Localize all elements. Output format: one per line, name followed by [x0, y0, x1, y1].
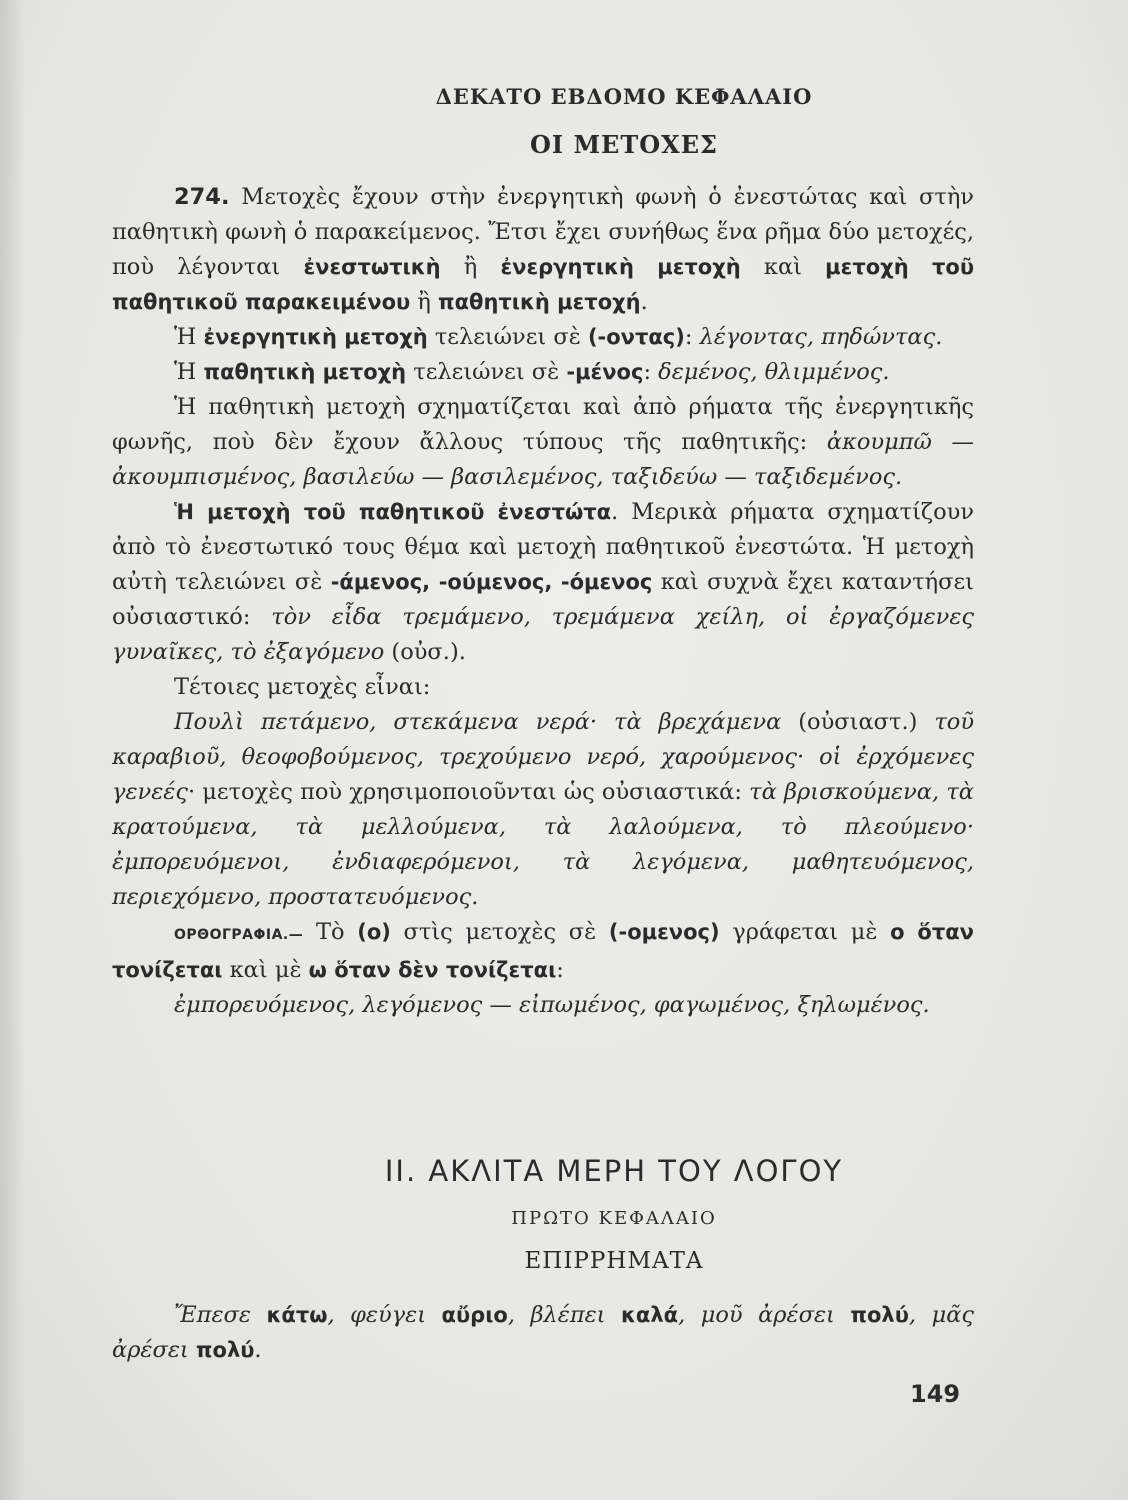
paragraph-adverb-examples: Ἔπεσε κάτω, φεύγει αὔριο, βλέπει καλά, μοῦ ἀρέσει πολύ, μᾶς ἀρέσει πολύ. — [112, 1302, 974, 1363]
paragraph-active-participle: Ἡ ἐνεργητικὴ μετοχὴ τελειώνει σὲ (-οντας): λέγοντας, πηδώντας. — [174, 324, 943, 350]
paragraph-orthography: ΟΡΘΟΓΡΑΦΙΑ.— Τὸ (ο) στὶς μετοχὲς σὲ (-ομενος) γράφεται μὲ ο ὅταν τονίζεται καὶ μὲ ω ὅταν δὲν τονίζεται: — [112, 919, 974, 983]
paragraph-passive-from-active: Ἡ παθητικὴ μετοχὴ σχηματίζεται καὶ ἀπὸ ρήματα τῆς ἐνεργητικῆς φωνῆς, ποὺ δὲν ἔχουν ἄλλους τύπους τῆς παθητικῆς: ἀκουμπῶ — ἀκουμπισμένος, βασιλεύω — βασιλεμένος, ταξιδεύω — ταξιδεμένος. — [112, 394, 974, 490]
paragraph-such-participles: Τέτοιες μετοχὲς εἶναι: — [174, 674, 431, 700]
page-number: 149 — [910, 1380, 961, 1408]
section2-title: ΕΠΙΡΡΗΜΑΤΑ — [524, 1248, 704, 1274]
chapter2-title: ΠΡΩΤΟ ΚΕΦΑΛΑΙΟ — [511, 1208, 717, 1229]
paragraph-examples: Πουλὶ πετάμενο, στεκάμενα νερά· τὰ βρεχάμενα (οὐσιαστ.) τοῦ καραβιοῦ, θεοφοβούμενος, τρεχούμενο νερό, χαρούμενος· οἱ ἐρχόμενες γενεές· μετοχὲς ποὺ χρησιμοποιοῦνται ὡς οὐσιαστικά: τὰ βρισκούμενα, τὰ κρατούμενα, τὰ μελλούμενα, τὰ λαλούμενα, τὸ πλεούμενο· ἐμπορευόμενοι, ἐνδιαφερόμενοι, τὰ λεγόμενα, μαθητευόμενος, περιεχόμενο, προστατευόμενος. — [112, 709, 974, 910]
section-title: ΟΙ ΜΕΤΟΧΕΣ — [530, 130, 718, 159]
part-title: ΙΙ. ΑΚΛΙΤΑ ΜΕΡΗ ΤΟΥ ΛΟΓΟΥ — [384, 1154, 844, 1188]
paragraph-orthography-examples: ἐμπορευόμενος, λεγόμενος — εἰπωμένος, φαγωμένος, ξηλωμένος. — [174, 992, 930, 1018]
adverbs-intro — [112, 1298, 974, 1368]
main-text — [112, 180, 974, 1023]
paragraph-present-passive: Ἡ μετοχὴ τοῦ παθητικοῦ ἐνεστώτα. Μερικὰ ρήματα σχηματίζουν ἀπὸ τὸ ἐνεστωτικό τους θέμα καὶ μετοχὴ παθητικοῦ ἐνεστώτα. Ἡ μετοχὴ αὐτὴ τελειώνει σὲ -άμενος, -ούμενος, -όμενος καὶ συχνὰ ἔχει καταντήσει οὐσιαστικό: τὸν εἶδα τρεμάμενο, τρεμάμενα χείλη, οἱ ἐργαζόμενες γυναῖκες, τὸ ἐξαγόμενο (οὐσ.). — [112, 499, 975, 665]
paragraph-274: 274. Μετοχὲς ἔχουν στὴν ἐνεργητικὴ φωνὴ ὁ ἐνεστώτας καὶ στὴν παθητικὴ φωνὴ ὁ παρακείμενος. Ἔτσι ἔχει συνήθως ἕνα ρῆμα δύο μετοχές, ποὺ λέγονται ἐνεστωτικὴ ἢ ἐνεργητικὴ μετοχὴ καὶ μετοχὴ τοῦ παθητικοῦ παρακειμένου ἢ παθητικὴ μετοχή. — [112, 184, 974, 315]
chapter-title: ΔΕΚΑΤΟ ΕΒΔΟΜΟ ΚΕΦΑΛΑΙΟ — [435, 84, 813, 109]
paragraph-passive-participle: Ἡ παθητικὴ μετοχὴ τελειώνει σὲ -μένος: δεμένος, θλιμμένος. — [174, 359, 890, 385]
page-edge-shadow — [0, 0, 24, 1500]
